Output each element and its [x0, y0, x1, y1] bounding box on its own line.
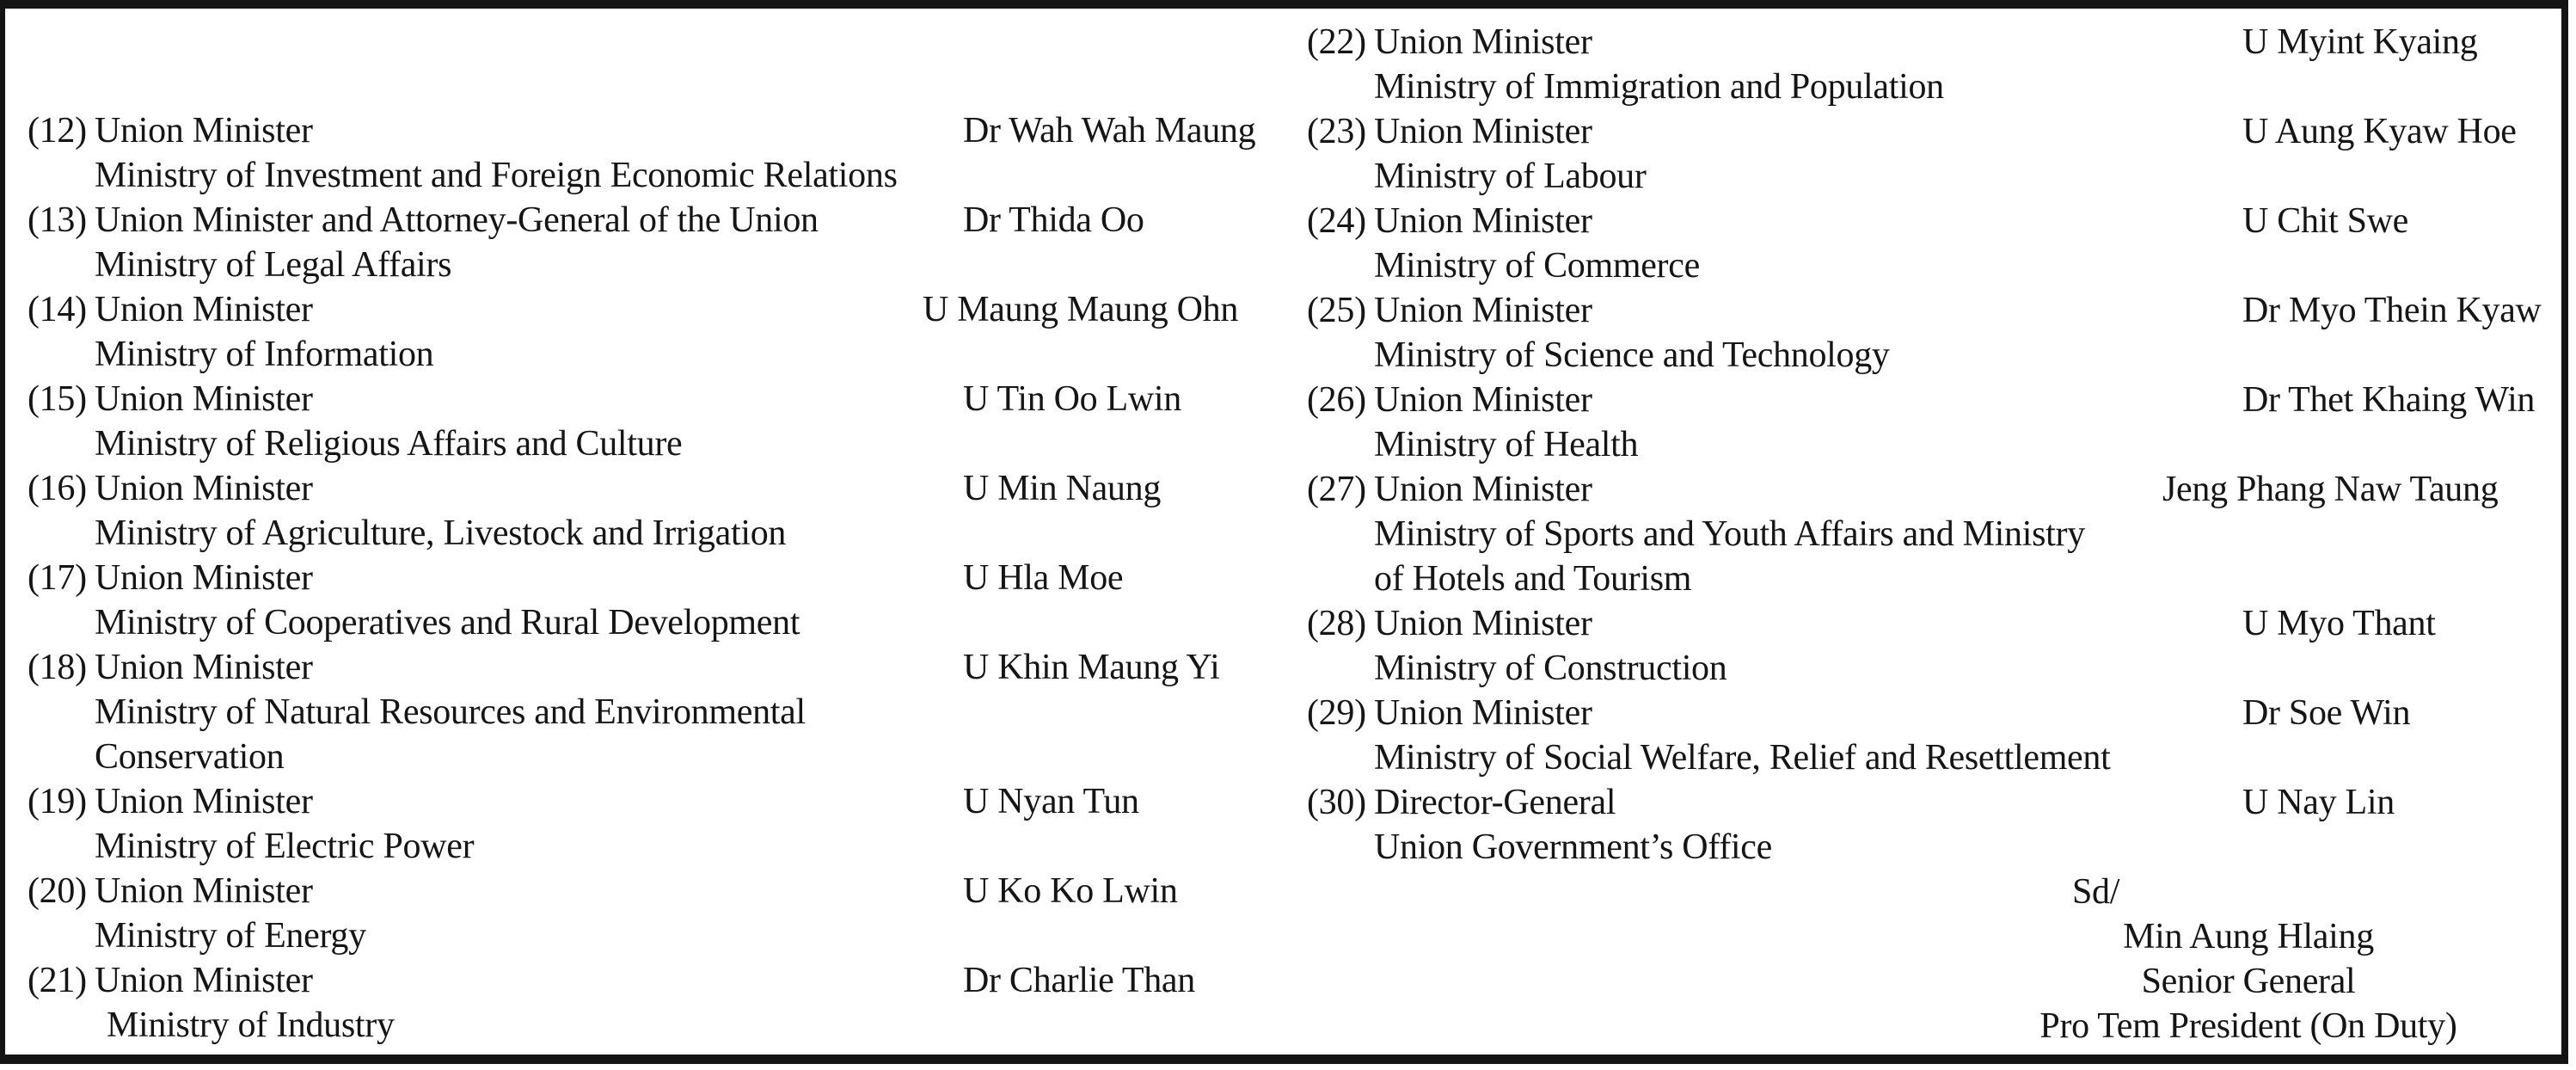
ministry-line: Ministry of Commerce — [1374, 246, 1700, 286]
entry-dept-row — [28, 735, 1273, 779]
minister-entry-15 — [28, 377, 1273, 466]
ministry-line: Ministry of Health — [1374, 425, 1639, 464]
entry-number: (15) — [28, 379, 87, 419]
entry-name: Dr Thida Oo — [963, 200, 1144, 240]
entry-title: Union Minister — [95, 782, 313, 821]
entry-name: Dr Myo Thein Kyaw — [2242, 291, 2542, 330]
entry-name: U Min Naung — [963, 469, 1162, 508]
entry-title: Union Minister and Attorney-General of the Union — [95, 200, 819, 240]
entry-number: (17) — [28, 558, 87, 598]
entry-main-row — [1307, 601, 2559, 646]
minister-entry-14 — [28, 287, 1273, 377]
entry-name: U Hla Moe — [963, 558, 1124, 598]
entry-main-row — [1307, 109, 2559, 154]
minister-entry-23 — [1307, 109, 2559, 199]
entry-name: U Maung Maung Ohn — [923, 290, 1239, 329]
signature-block — [1960, 914, 2536, 1048]
entry-title: Union Minister — [95, 871, 313, 911]
entry-title: Union Minister — [1374, 380, 1592, 420]
minister-entry-27 — [1307, 467, 2559, 601]
ministry-line: Ministry of Immigration and Population — [1374, 67, 1944, 107]
ministry-line: Ministry of Agriculture, Livestock and Irrigation — [95, 513, 787, 553]
entry-number: (24) — [1307, 201, 1366, 241]
entry-dept-row — [28, 824, 1273, 869]
entry-name: U Myo Thant — [2242, 604, 2436, 643]
entry-dept-row — [1307, 512, 2559, 557]
right-column — [1307, 20, 2559, 1048]
entry-dept-row — [28, 913, 1273, 958]
entry-dept-row — [28, 243, 1273, 287]
entry-dept-row — [28, 1003, 1273, 1048]
entry-dept-row — [28, 332, 1273, 377]
entry-number: (19) — [28, 782, 87, 821]
entry-title: Union Minister — [95, 961, 313, 1000]
ministry-line: Ministry of Industry — [107, 1005, 395, 1045]
entry-main-row — [28, 198, 1273, 243]
entry-main-row — [28, 108, 1273, 153]
entry-name: U Chit Swe — [2242, 201, 2409, 241]
entry-dept-row — [28, 511, 1273, 556]
entry-main-row — [1307, 199, 2559, 243]
minister-entry-25 — [1307, 288, 2559, 378]
minister-entry-22 — [1307, 20, 2559, 109]
entry-number: (23) — [1307, 112, 1366, 151]
entry-dept-row — [1307, 333, 2559, 378]
entry-main-row — [28, 869, 1273, 913]
ministry-line: Ministry of Legal Affairs — [95, 245, 452, 285]
entry-title: Director-General — [1374, 783, 1616, 822]
entry-name: U Khin Maung Yi — [963, 648, 1220, 687]
entry-number: (16) — [28, 469, 87, 508]
signature-rank: Senior General — [2141, 962, 2356, 1001]
signature-role: Pro Tem President (On Duty) — [2039, 1006, 2457, 1046]
entry-title: Union Minister — [95, 558, 313, 598]
entry-dept-row — [1307, 65, 2559, 109]
minister-entry-13 — [28, 198, 1273, 287]
minister-entry-16 — [28, 466, 1273, 556]
ministry-line: Ministry of Construction — [1374, 649, 1727, 688]
minister-entry-19 — [28, 779, 1273, 869]
signature-name: Min Aung Hlaing — [2123, 917, 2374, 956]
entry-name: U Nyan Tun — [963, 782, 1139, 821]
entry-title: Union Minister — [95, 648, 313, 687]
entry-number: (25) — [1307, 291, 1366, 330]
left-column — [28, 108, 1273, 1048]
entry-title: Union Minister — [1374, 470, 1592, 509]
entry-title: Union Minister — [1374, 201, 1592, 241]
entry-title: Union Minister — [95, 469, 313, 508]
ministry-line: Ministry of Information — [95, 335, 434, 374]
entry-name: U Myint Kyaing — [2242, 22, 2478, 62]
entry-name: U Tin Oo Lwin — [963, 379, 1182, 419]
ministry-line: Ministry of Cooperatives and Rural Development — [95, 603, 800, 643]
entry-name: Dr Charlie Than — [963, 961, 1195, 1000]
entry-dept-row — [1307, 646, 2559, 691]
entry-number: (12) — [28, 111, 87, 151]
entry-number: (13) — [28, 200, 87, 240]
entry-number: (22) — [1307, 22, 1366, 62]
entry-title: Union Minister — [95, 290, 313, 329]
entry-dept-row — [1307, 557, 2559, 601]
entry-number: (28) — [1307, 604, 1366, 643]
entry-dept-row — [1307, 825, 2559, 870]
entry-main-row — [1307, 378, 2559, 422]
minister-entry-17 — [28, 556, 1273, 645]
entry-main-row — [28, 556, 1273, 600]
entry-number: (20) — [28, 871, 87, 911]
entry-main-row — [1307, 691, 2559, 735]
entry-title: Union Minister — [1374, 604, 1592, 643]
entry-dept-row — [28, 153, 1273, 198]
minister-entry-26 — [1307, 378, 2559, 467]
entry-dept-row — [28, 600, 1273, 645]
ministry-line: Ministry of Social Welfare, Relief and Resettlement — [1374, 738, 2111, 778]
entry-dept-row — [1307, 735, 2559, 780]
minister-entry-28 — [1307, 601, 2559, 691]
minister-entry-21 — [28, 958, 1273, 1048]
ministry-line: Ministry of Energy — [95, 916, 366, 956]
ministry-line: Ministry of Science and Technology — [1374, 335, 1890, 375]
entry-main-row — [28, 466, 1273, 511]
ministry-line: Ministry of Labour — [1374, 157, 1647, 196]
signature-sd: Sd/ — [2072, 872, 2120, 912]
entry-title: Union Minister — [1374, 693, 1592, 733]
minister-entry-12 — [28, 108, 1273, 198]
entry-number: (18) — [28, 648, 87, 687]
entry-main-row — [1307, 288, 2559, 333]
entry-main-row — [1307, 780, 2559, 825]
ministry-line: Conservation — [95, 737, 285, 777]
entry-name: U Nay Lin — [2242, 783, 2395, 822]
entry-name: U Aung Kyaw Hoe — [2242, 112, 2517, 151]
minister-entry-30 — [1307, 780, 2559, 870]
ministry-line: Ministry of Religious Affairs and Culture — [95, 424, 683, 464]
entry-dept-row — [1307, 422, 2559, 467]
entry-main-row — [28, 377, 1273, 421]
entry-dept-row — [28, 690, 1273, 735]
entry-main-row — [1307, 467, 2559, 512]
ministry-line: Ministry of Electric Power — [95, 827, 475, 866]
entry-title: Union Minister — [1374, 112, 1592, 151]
entry-main-row — [28, 645, 1273, 690]
entry-number: (27) — [1307, 470, 1366, 509]
entry-main-row — [28, 287, 1273, 332]
minister-entry-18 — [28, 645, 1273, 779]
entry-title: Union Minister — [95, 379, 313, 419]
signature-sd-row — [1307, 870, 2559, 914]
entry-number: (14) — [28, 290, 87, 329]
entry-dept-row — [1307, 154, 2559, 199]
entry-number: (30) — [1307, 783, 1366, 822]
entry-name: U Ko Ko Lwin — [963, 871, 1178, 911]
entry-name: Dr Soe Win — [2242, 693, 2411, 733]
entry-name: Dr Wah Wah Maung — [963, 111, 1256, 151]
entry-number: (29) — [1307, 693, 1366, 733]
entry-title: Union Minister — [1374, 22, 1592, 62]
entry-dept-row — [1307, 243, 2559, 288]
ministry-line: Union Government’s Office — [1374, 827, 1772, 867]
entry-title: Union Minister — [1374, 291, 1592, 330]
minister-entry-20 — [28, 869, 1273, 958]
entry-name: Jeng Phang Naw Taung — [2162, 470, 2499, 509]
entry-number: (26) — [1307, 380, 1366, 420]
entry-dept-row — [28, 421, 1273, 466]
entry-main-row — [28, 779, 1273, 824]
entry-title: Union Minister — [95, 111, 313, 151]
entry-number: (21) — [28, 961, 87, 1000]
minister-entry-24 — [1307, 199, 2559, 288]
minister-entry-29 — [1307, 691, 2559, 780]
entry-main-row — [28, 958, 1273, 1003]
entry-main-row — [1307, 20, 2559, 65]
ministry-line: Ministry of Natural Resources and Environmental — [95, 692, 806, 732]
ministry-line: of Hotels and Tourism — [1374, 559, 1692, 599]
entry-name: Dr Thet Khaing Win — [2242, 380, 2536, 420]
ministry-line: Ministry of Sports and Youth Affairs and Ministry — [1374, 514, 2085, 554]
ministry-line: Ministry of Investment and Foreign Economic Relations — [95, 156, 898, 195]
